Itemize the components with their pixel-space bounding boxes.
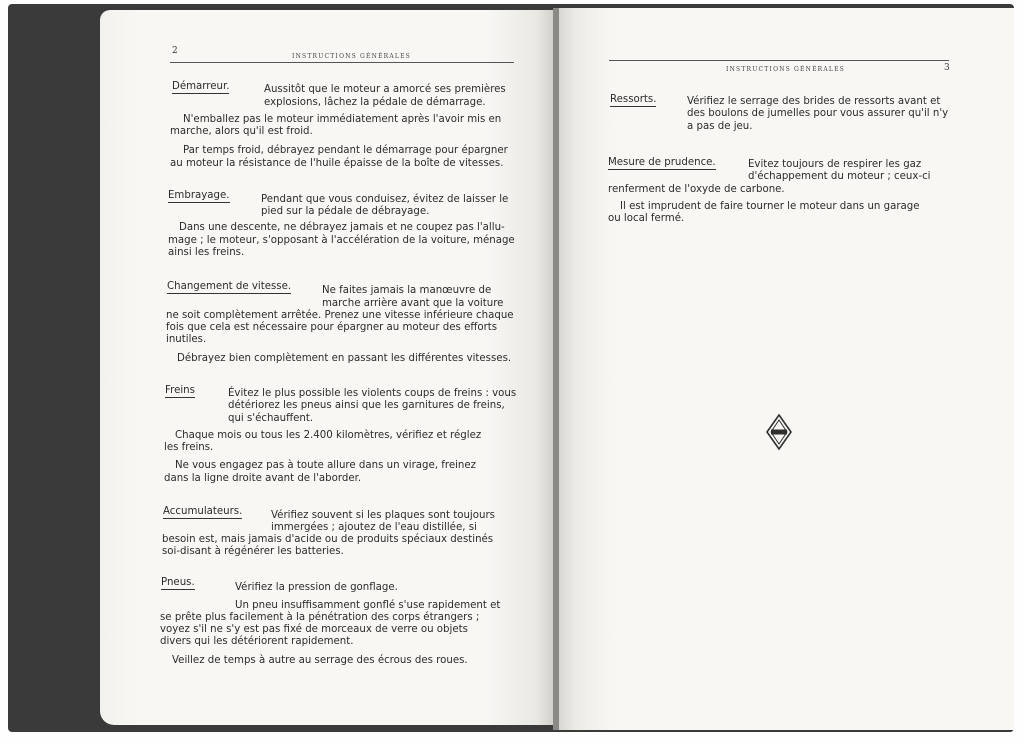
left-running-head: INSTRUCTIONS GÉNÉRALES	[292, 53, 411, 60]
right-running-head: INSTRUCTIONS GÉNÉRALES	[726, 66, 845, 73]
left-header-rule	[170, 62, 514, 63]
section-line: ou local fermé.	[608, 213, 685, 224]
section-line: Un pneu insuffisamment gonflé s'use rapidement et	[235, 600, 501, 611]
section-label-accumulateurs: Accumulateurs.	[163, 506, 243, 517]
left-page-number: 2	[172, 46, 178, 56]
section-line: Dans une descente, ne débrayez jamais et ne coupez pas l'allu-	[179, 222, 505, 233]
section-line: ne soit complètement arrêtée. Prenez une vitesse inférieure chaque	[166, 310, 514, 321]
section-label-changement-de-vitesse: Changement de vitesse.	[167, 281, 292, 292]
section-line: voyez s'il ne s'y est pas fixé de morceaux de verre ou objets	[160, 624, 468, 635]
section-line: Par temps froid, débrayez pendant le démarrage pour épargner	[183, 145, 508, 156]
section-line: Vérifiez souvent si les plaques sont toujours	[271, 510, 495, 521]
section-line: au moteur la résistance de l'huile épaisse de la boîte de vitesses.	[170, 158, 504, 169]
section-label-mesure-de-prudence: Mesure de prudence.	[608, 157, 716, 168]
section-line: Évitez le plus possible les violents coups de freins : vous	[228, 388, 517, 399]
section-line: Veillez de temps à autre au serrage des écrous des roues.	[172, 655, 468, 666]
section-line: Débrayez bien complètement en passant les différentes vitesses.	[177, 353, 512, 364]
section-line: Vérifiez la pression de gonflage.	[235, 582, 398, 593]
section-line: qui s'échauffent.	[228, 413, 314, 424]
section-label-embrayage: Embrayage.	[168, 190, 230, 201]
section-line: les freins.	[164, 442, 214, 453]
section-line: détériorez les pneus ainsi que les garnitures de freins,	[228, 400, 505, 411]
section-line: dans la ligne droite avant de l'aborder.	[164, 473, 362, 484]
section-line: pied sur la pédale de débrayage.	[261, 206, 430, 217]
section-label-ressorts: Ressorts.	[610, 94, 657, 105]
section-label-demarreur: Démarreur.	[172, 81, 230, 92]
right-page-number: 3	[944, 63, 950, 73]
section-line: Evitez toujours de respirer les gaz	[748, 159, 922, 170]
section-label-freins: Freins	[165, 385, 195, 396]
section-line: Aussitôt que le moteur a amorcé ses premières	[264, 84, 506, 95]
section-line: inutiles.	[166, 334, 207, 345]
section-line: des boulons de jumelles pour vous assurer qu'il n'y	[687, 108, 949, 119]
section-line: d'échappement du moteur ; ceux-ci	[748, 171, 931, 182]
book-gutter	[553, 8, 559, 730]
section-line: N'emballez pas le moteur immédiatement après l'avoir mis en	[183, 114, 502, 125]
section-line: divers qui les détériorent rapidement.	[160, 636, 354, 647]
section-line: Ne vous engagez pas à toute allure dans un virage, freinez	[175, 460, 476, 471]
section-line: Ne faites jamais la manœuvre de	[322, 285, 492, 296]
section-line: fois que cela est nécessaire pour épargner au moteur des efforts	[166, 322, 498, 333]
section-label-pneus: Pneus.	[161, 577, 195, 588]
section-line: immergées ; ajoutez de l'eau distillée, si	[271, 522, 477, 533]
section-line: marche arrière avant que la voiture	[322, 298, 504, 309]
section-line: Il est imprudent de faire tourner le moteur dans un garage	[620, 201, 920, 212]
section-line: soi-disant à régénérer les batteries.	[162, 546, 344, 557]
section-line: explosions, lâchez la pédale de démarrage.	[264, 97, 486, 108]
section-line: renferment de l'oxyde de carbone.	[608, 184, 785, 195]
renault-diamond-icon	[766, 414, 792, 450]
section-line: a pas de jeu.	[687, 121, 753, 132]
section-line: besoin est, mais jamais d'acide ou de produits spéciaux destinés	[162, 534, 494, 545]
section-line: ainsi les freins.	[168, 247, 245, 258]
section-line: Chaque mois ou tous les 2.400 kilomètres, vérifiez et réglez	[175, 430, 482, 441]
section-line: mage ; le moteur, s'opposant à l'accélération de la voiture, ménage	[168, 235, 515, 246]
section-line: Vérifiez le serrage des brides de ressorts avant et	[687, 96, 941, 107]
section-line: se prête plus facilement à la pénétration des corps étrangers ;	[160, 612, 480, 623]
section-line: Pendant que vous conduisez, évitez de laisser le	[261, 194, 509, 205]
right-header-rule	[609, 60, 949, 61]
section-line: marche, alors qu'il est froid.	[170, 126, 313, 137]
